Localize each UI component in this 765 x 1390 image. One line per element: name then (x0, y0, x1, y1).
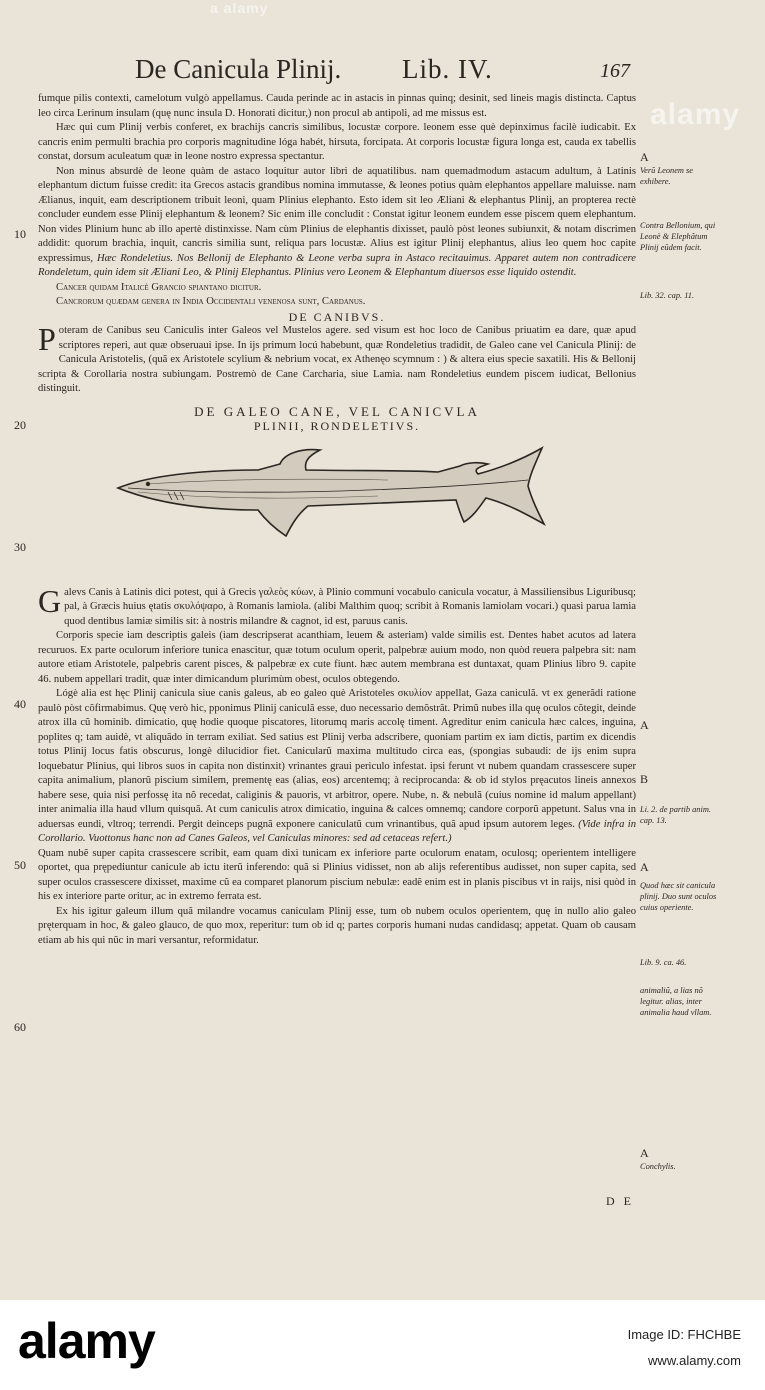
line-number: 50 (14, 858, 26, 872)
drop-cap: G (38, 582, 62, 619)
section-subheading: PLINII, RONDELETIVS. (253, 419, 421, 433)
paragraph (38, 165, 636, 281)
book-number: Lib. IV. (402, 54, 493, 84)
stock-photo-banner (0, 1300, 765, 1390)
paragraph (38, 687, 636, 847)
margin-note: animaliũ, a lias nõ legitur. alias, inter animalia haud vllam. (640, 986, 712, 1017)
watermark-mid: alamy (650, 98, 741, 131)
margin-note: Conchylis. (640, 1162, 676, 1171)
alamy-logo: alamy (18, 1313, 155, 1369)
margin-letter: A (640, 1146, 649, 1160)
paragraph: Corporis specie iam descriptis galeis (iam descripserat acanthiam, leuem & asteriam) valde similis est. Dentes habet acutos ad latera recuruos. Ex parte oculorum inferiore tunica enascitur, quæ totum oculum operit, palpebræ auium modo, non quòd reuera palpebra sit: nam autore etiam Aristotele, palpebris carent pisces, & palpebræ ex cute fiunt. hæc autem membrana est duntaxat, quam Plinius libro 9. capite 46. nubem appellari tradit, quæ inter dimicandum plurimùm obest, oculos obtegendo. (38, 630, 636, 685)
fish-woodcut-icon (108, 440, 548, 550)
image-id: Image ID: FHCHBE (627, 1327, 741, 1342)
paragraph (38, 321, 636, 397)
illustration (38, 434, 636, 586)
image-meta (628, 1322, 741, 1374)
paragraph: Hæc qui cum Plinij verbis conferet, ex brachijs cancris similibus, locustæ corpore. leonem esse què depinximus facilè iudicabit. Ex cancris enim permulti brachia pro corporis magnitudine lóga habét, hirsuta, forcipata. At corporis locustæ figura longa est, cauda ex tabellis constat, dorsum aculeatum quæ in leone nostro expressa spectantur. (38, 122, 636, 162)
section-heading: DE CANIBVS. (288, 309, 386, 324)
paragraph-text: alevs Canis à Latinis dici potest, qui à Grecis γαλεὸς κύων, à Plinio communi vocabulo canicula vocatur, à Massiliensibus Liguribusq; pal, à Græcis huius ętatis σκυλόψαρο, à Romanis lamiola. (alibi Malthim quoq; scribit à Romanis lamiolam vocari.) quasi parua lamia quod dentibus lamiæ similis sit: à nostris milandre & cagnot, id est, paruus canis. (64, 586, 636, 627)
margin-note: Contra Bellonium, qui Leonè & Elephãtum Plinij eũdem facit. (640, 221, 716, 252)
paragraph: Cancer quidam Italicè Grancio spiantano dicitur. (56, 281, 262, 293)
page-title: De Canicula Plinij. (135, 54, 342, 84)
italic-note: (Vide infra in Corollario. Vuottonus hanc non ad Canes Galeos, vel Caniculas minores: sed ad cetaceas refert.) (38, 818, 636, 844)
page-number: 167 (600, 60, 630, 82)
margin-letter: A (640, 718, 649, 732)
line-number: 20 (14, 418, 26, 432)
margin-note: Verũ Leonem se exhibere. (640, 166, 694, 186)
paragraph-text: oteram de Canibus seu Caniculis inter Galeos vel Mustelos agere. sed visum est hoc loco de Canibus priuatim ea dare, quæ apud scriptores reperi, aut quæ obseruaui ipse. In ijs primum locú habebunt, quæ Rondeletius tradidit, de Galeo cane vel Canicula Plinij: de Canicula Aristotelis, (quã ex Aristotele scylium & nebrium vocat, ex Athenęo scymnum : ) & altera eius specie saxatili. His & Bellonij scripta & Corollaria nostra subiungam. Postremò de Cane Carcharia, siue Lamia. nam Rondeletius eundem piscem iudicat, Bellonius distinguit. (38, 325, 636, 394)
paragraph: Quam nubẽ super capita crassescere scribit, eam quam dixi tunicam ex inferiore parte oculorum enatam, oculosq; operientem intelligere oportet, qua prępediuntur canicule ab ictu iterũ inferendo: quã si Plinius vidisset, non ab alijs referentibus audisset, non super capita, sed super oculos crassescere dixisset, maxime cũ ea comparet planorum piscium nebulæ: eadẽ enim est in planis piscibus vt in raijs, nisi quòd in his ex interiore parte oritur, ac in extremo ferrata est. (38, 847, 636, 902)
paragraph: fumque pilis contexti, camelotum vulgò appellamus. Cauda perinde ac in astacis in pinnas quinq; desinit, sed lineis magis distincta. Captus leo circa Lerinum insulam (quę nunc insula D. Honorati dicitur,) non procul ab antipoli, ad me missus est. (38, 93, 636, 119)
drop-cap: P (38, 321, 56, 357)
catchword: D E (606, 1194, 634, 1208)
margin-note: Quod hæc sit canicula plinij. Duo sunt oculos cuius operiente. (640, 881, 717, 912)
paragraph (38, 582, 636, 630)
margin-note: Lib. 9. ca. 46. (640, 958, 687, 967)
margin-note: Lib. 32. cap. 11. (640, 291, 695, 300)
line-number: 10 (14, 227, 26, 241)
line-number: 30 (14, 540, 26, 554)
watermark-top: a alamy (210, 0, 269, 16)
main-text (38, 92, 636, 948)
section-heading: DE GALEO CANE, VEL CANICVLA (194, 403, 480, 419)
paragraph: Ex his igitur galeum illum quã milandre vocamus caniculam Plinij esse, tum ob nubem oculos operientem, quę in nullo alio galeo pręterquam in hoc, & galeo glauco, de quo mox, reperitur: tum ob id q; partes corporis humani nudas candidasq; appetat. Quam ob causam etiam ab his qui nũc in mari versantur, reformidatur. (38, 905, 636, 946)
running-header (0, 54, 765, 94)
margin-letter: B (640, 772, 649, 786)
paragraph-text: Non minus absurdè de leone quàm de astaco loquitur autor libri de aquatilibus. nam quemadmodum astacum adultum, à Latinis elephantum dictum fuisse credit: ita Grecos astacis grandibus nomina immutasse, & leones potius quàm elephantos appellare maluisse. nam Ælianus, inquit, eam descriptionem tribuit leoni, quam Plinius elephanto. Esto idem sit leo Æliani & elephantus Plinij, an propterea rectè concluder eundem esse Plinij elephantum & leonem? Sic enim ille concludit : Constat igitur leonem eundem esse piscem quem elephantum. Non vides Plinium hunc ab illo apertè distinxisse. Nam cùm Plinius de elephantis dixisset, paulò pòst leones subiunxit, & notam discrimen addidit: quorum brachia, inquit, cancris similia sunt, reliqua pars locustæ. Alius est igitur Plinij elephantus, alius leo quem hoc capite expressimus, (38, 165, 636, 264)
margin-note: Li. 2. de partib anim. cap. 13. (640, 805, 711, 825)
margin-letter: A (640, 860, 649, 874)
paragraph: Cancrorum quædam genera in India Occidentali venenosa sunt, Cardanus. (56, 296, 366, 307)
margin-letter: A (640, 150, 649, 164)
line-number: 60 (14, 1020, 26, 1034)
site-link[interactable]: www.alamy.com (648, 1353, 741, 1368)
italic-note: Hæc Rondeletius. Nos Bellonij de Elephanto & Leone verba supra in Astaco recitauimus. Apparet autem non contradicere Rondeletum, quin idem sit Æliani Leo, & Plinij Elephantus. Plinius vero Leonem & Elephantum diuersos esse liquido ostendit. (38, 252, 636, 278)
paragraph-text: Lógè alia est hęc Plinij canicula siue canis galeus, ab eo galeo què Aristoteles σκυλίον appellat, Gaza caniculã. vt ex generãdi ratione paulò pòst cõfirmabimus. Quę verò hic, pponimus Plinij caniculã esse, duo necessario demõstrãt. Primũ nubes illa quę oculos cõtegit, deinde atrox illa cũ hominib. dimicatio, quę hodie quoque piscatores, litorumq maris accolę timent. Agreditur enim canicula hæc calces, inguina, poplites q; tam auidè, vt aliquãdo in terram exiliat. Sed satius est Plinij verba adscribere, quoniam partim ex iam dictis, partim ex dicendis totus Plinij locus fatis obscurus, longè dilucidior fiet. Canicularũ maxima multitudo circa eas, (spongias subaudi: de ijs enim supra loquebatur Plinius, qui libros suos in capita non distinxit) vrinantes graui periculo infestat. ipsi ferunt vt nubem quandam crassescere super capita animalium, planorũ piscium similem, prementę eas (alias, eos) arcentemq; à reciprocanda: & ob id stylos pręacutos lineis annexos habere sese, quia nisi perfossę ita nõ recedat, caliginis & pauoris, vt arbitror, opere. Nube, n. & nebulã (cuius nomine id malum appellant) inter animalia illa haud vllum quisquã. At cum caniculis atrox dimicatio, inguina & calces omnemq; candore corporũ appetunt. Salus vna in aduersas eundi, vltroq; terrendi. Pergit deinceps pugnã exponere caniculatũ cum vrinantibus, quã apud ipsum autorem leges. (38, 688, 636, 830)
line-number: 40 (14, 697, 26, 711)
